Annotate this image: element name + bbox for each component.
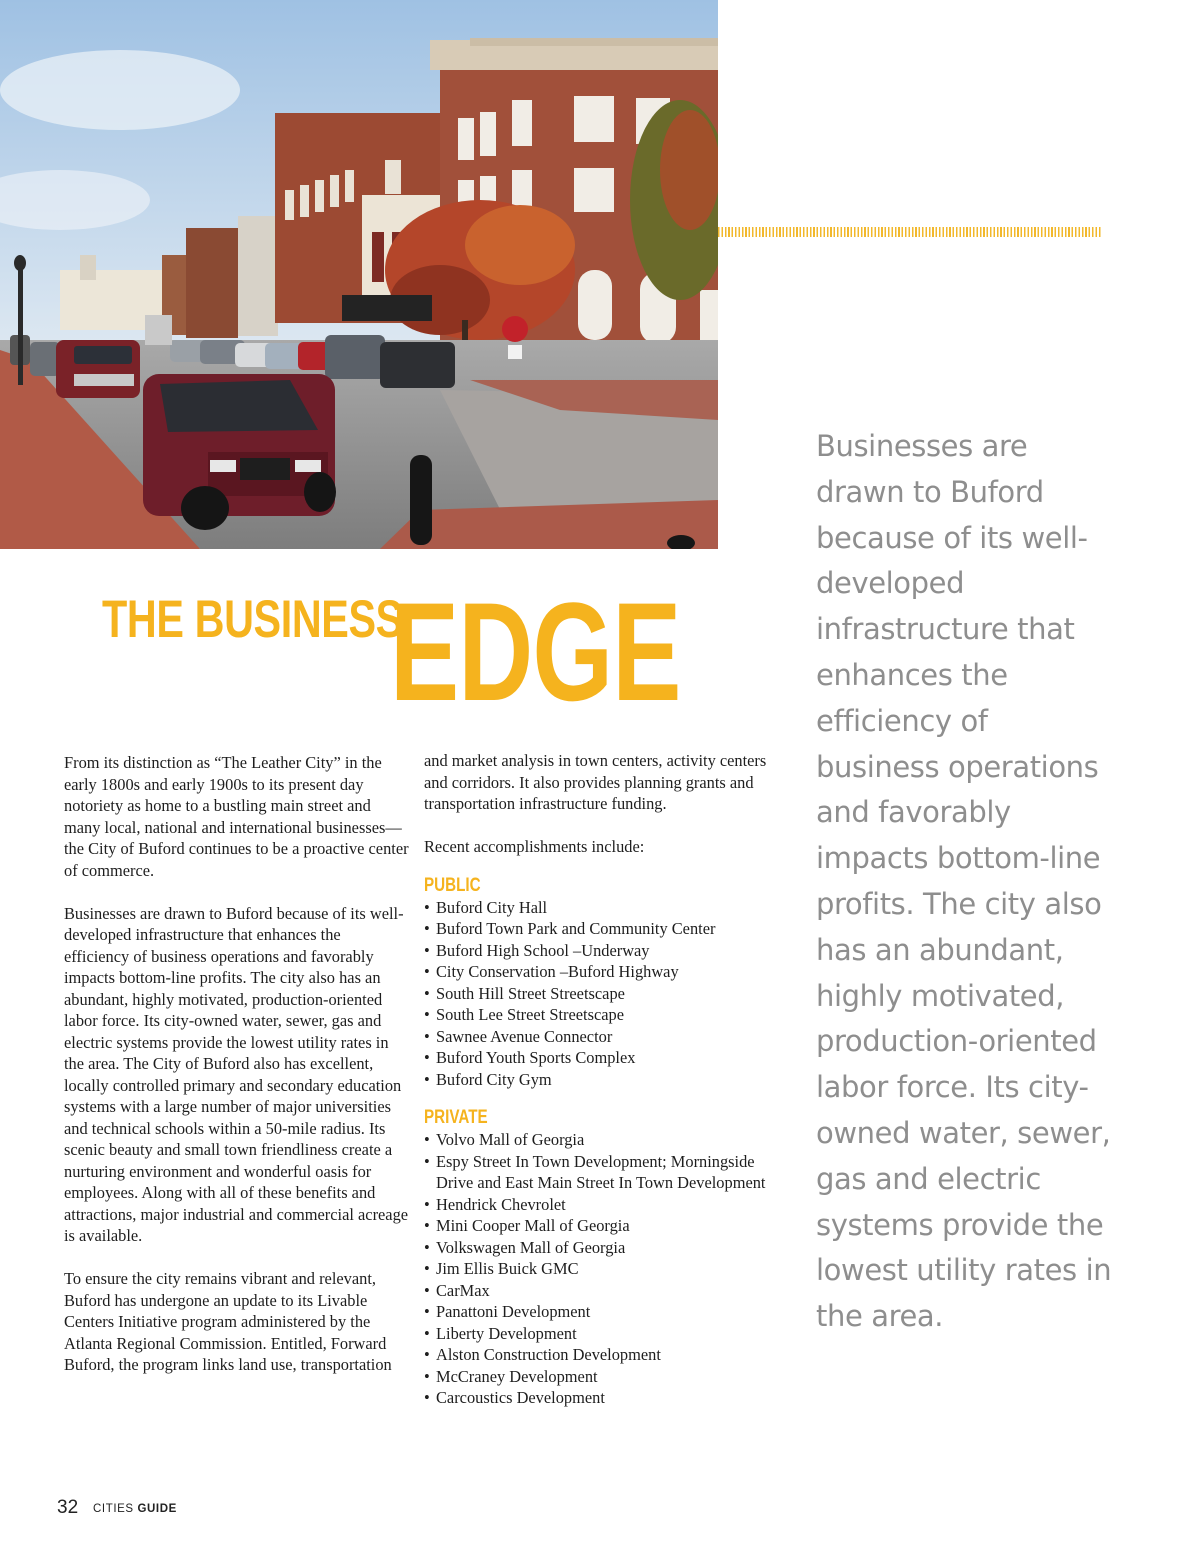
list-item: • McCraney Development (424, 1366, 789, 1388)
publication-name-part: GUIDE (137, 1503, 177, 1515)
list-item: • Volkswagen Mall of Georgia (424, 1237, 789, 1259)
pull-quote: Businesses are drawn to Buford because of its well-developed infrastructure that enhances the efficiency of business operations and favorably impacts bottom-line profits. The city also has an abundant, highly motivated, production-oriented labor force. Its city-owned water, sewer, gas and electric systems provide the lowest utility rates in the area. (816, 429, 1112, 1334)
list-item: • South Lee Street Streetscape (424, 1004, 789, 1026)
list-item: • Volvo Mall of Georgia (424, 1129, 789, 1151)
list-item: • City Conservation –Buford Highway (424, 961, 789, 983)
private-heading: PRIVATE (424, 1107, 488, 1128)
list-item: • Espy Street In Town Development; Morningside Drive and East Main Street In Town Development (424, 1151, 789, 1194)
list-item: • Alston Construction Development (424, 1344, 789, 1366)
list-item: • Buford Youth Sports Complex (424, 1047, 789, 1069)
page-number: 32 (57, 1497, 79, 1518)
list-item: • Buford Town Park and Community Center (424, 918, 789, 940)
list-item: • Carcoustics Development (424, 1387, 789, 1409)
public-heading: PUBLIC (424, 874, 481, 896)
list-item: • Liberty Development (424, 1323, 789, 1345)
list-item: • Hendrick Chevrolet (424, 1194, 789, 1216)
list-item: • South Hill Street Streetscape (424, 983, 789, 1005)
title-small: THE BUSINESS (102, 590, 403, 649)
list-item: • Buford City Gym (424, 1069, 789, 1091)
body-paragraph: Businesses are drawn to Buford because of its well-developed infrastructure that enhances the efficiency of business operations and favorably impacts bottom-line profits. The city also has an abundant, highly motivated, production-oriented labor force. Its city-owned water, sewer, gas and electric systems provide the lowest utility rates in the area. The City of Buford also has excellent, locally controlled primary and secondary education systems with a large number of major universities and technical schools within a 50-mile radius. Its scenic beauty and small town friendliness create a nurturing environment and wonderful oasis for employees. Along with all of these benefits and attractions, major industrial and commercial acreage is available. (64, 903, 409, 1245)
downtown-main-street-photo (0, 0, 718, 549)
list-item: • Jim Ellis Buick GMC (424, 1258, 789, 1280)
body-paragraph: From its distinction as “The Leather City” in the early 1800s and early 1900s to its present day notoriety as home to a bustling main street and many local, national and international businesses—the City of Buford continues to be a proactive center of commerce. (64, 753, 409, 880)
list-item: • Mini Cooper Mall of Georgia (424, 1215, 789, 1237)
hero-photo (0, 0, 718, 549)
publication-name (93, 1503, 177, 1515)
title-big: EDGE (390, 573, 681, 730)
publication-name-part: CITIES (93, 1503, 134, 1515)
public-list (424, 897, 789, 1091)
private-list (424, 1129, 789, 1409)
list-item: • Buford High School –Underway (424, 940, 789, 962)
body-paragraph: To ensure the city remains vibrant and relevant, Buford has undergone an update to its Livable Centers Initiative program administered by the Atlanta Regional Commission. Entitled, Forward Buford, the program links land use, transportation (64, 1269, 392, 1374)
list-item: • CarMax (424, 1280, 789, 1302)
body-column-middle (424, 750, 789, 1409)
body-paragraph: Recent accomplishments include: (424, 837, 645, 856)
body-paragraph: and market analysis in town centers, activity centers and corridors. It also provides planning grants and transportation infrastructure funding. (424, 751, 767, 813)
list-item: • Panattoni Development (424, 1301, 789, 1323)
dotted-accent-rule (718, 227, 1102, 237)
list-item: • Buford City Hall (424, 897, 789, 919)
list-item: • Sawnee Avenue Connector (424, 1026, 789, 1048)
body-column-left (64, 752, 409, 1397)
